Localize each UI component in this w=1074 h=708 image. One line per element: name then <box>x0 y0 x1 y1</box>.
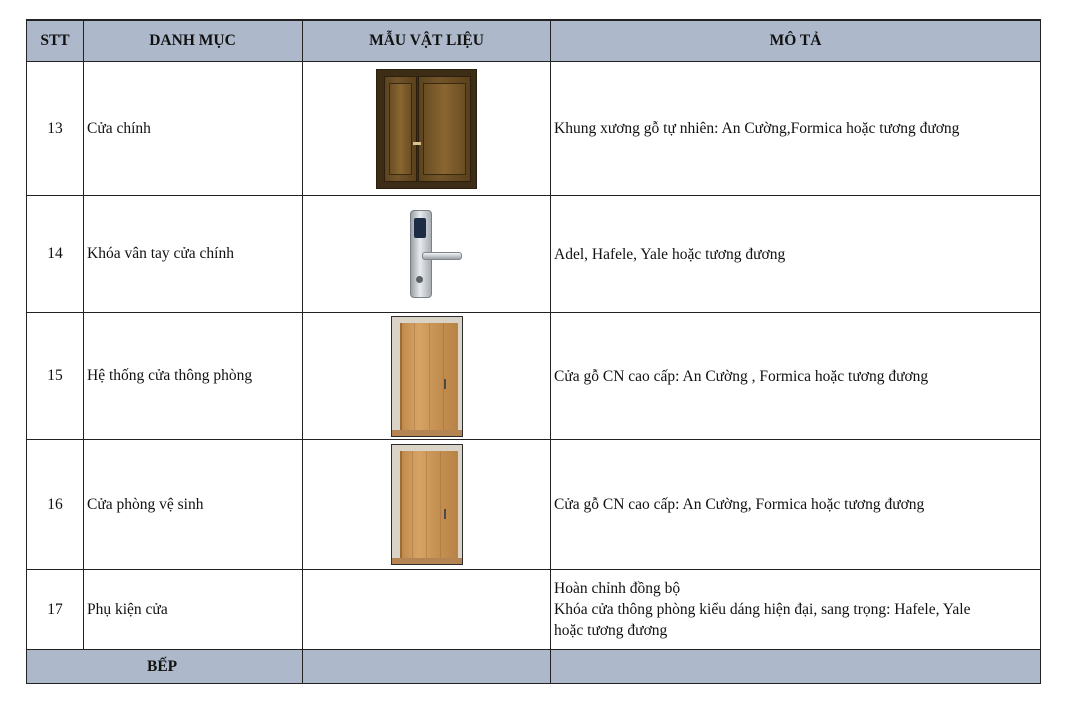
row-sample-cell <box>303 570 551 650</box>
row-sample-cell <box>303 196 551 313</box>
row-stt: 17 <box>27 570 84 650</box>
section-empty-cell <box>551 650 1041 684</box>
section-empty-cell <box>303 650 551 684</box>
table-header-row <box>27 20 1041 62</box>
row-category: Hệ thống cửa thông phòng <box>84 313 303 440</box>
row-sample-cell <box>303 440 551 570</box>
wood-room-door-image <box>391 316 463 437</box>
table-row <box>27 440 1041 570</box>
wood-bathroom-door-image <box>391 444 463 565</box>
section-row <box>27 650 1041 684</box>
header-stt: STT <box>27 20 84 62</box>
description-line: Adel, Hafele, Yale hoặc tương đương <box>554 245 786 263</box>
table-row <box>27 313 1041 440</box>
row-stt: 15 <box>27 313 84 440</box>
row-category: Phụ kiện cửa <box>84 570 303 650</box>
description-line: Cửa gỗ CN cao cấp: An Cường , Formica hoặc tương đương <box>554 367 929 385</box>
table-row <box>27 196 1041 313</box>
row-description <box>551 62 1041 196</box>
row-stt: 16 <box>27 440 84 570</box>
row-description <box>551 570 1041 650</box>
row-category: Cửa chính <box>84 62 303 196</box>
description-line: Hoàn chỉnh đồng bộ <box>554 580 681 597</box>
row-category: Khóa vân tay cửa chính <box>84 196 303 313</box>
table-row <box>27 570 1041 650</box>
header-description: MÔ TẢ <box>551 20 1041 62</box>
row-description <box>551 440 1041 570</box>
description-line: Cửa gỗ CN cao cấp: An Cường, Formica hoặc tương đương <box>554 496 925 513</box>
row-description <box>551 313 1041 440</box>
description-line: Khung xương gỗ tự nhiên: An Cường,Formica hoặc tương đương <box>554 120 960 137</box>
row-stt: 13 <box>27 62 84 196</box>
description-line: Khóa cửa thông phòng kiểu dáng hiện đại, sang trọng: Hafele, Yale <box>554 601 971 618</box>
row-sample-cell <box>303 62 551 196</box>
materials-table <box>26 19 1041 684</box>
section-label: BẾP <box>27 650 303 684</box>
row-sample-cell <box>303 313 551 440</box>
row-category: Cửa phòng vệ sinh <box>84 440 303 570</box>
header-sample: MẪU VẬT LIỆU <box>303 20 551 62</box>
fingerprint-door-lock-image <box>394 208 460 300</box>
row-stt: 14 <box>27 196 84 313</box>
header-category: DANH MỤC <box>84 20 303 62</box>
double-wooden-door-image <box>376 69 477 189</box>
row-description <box>551 196 1041 313</box>
table-row <box>27 62 1041 196</box>
description-line: hoặc tương đương <box>554 622 668 639</box>
